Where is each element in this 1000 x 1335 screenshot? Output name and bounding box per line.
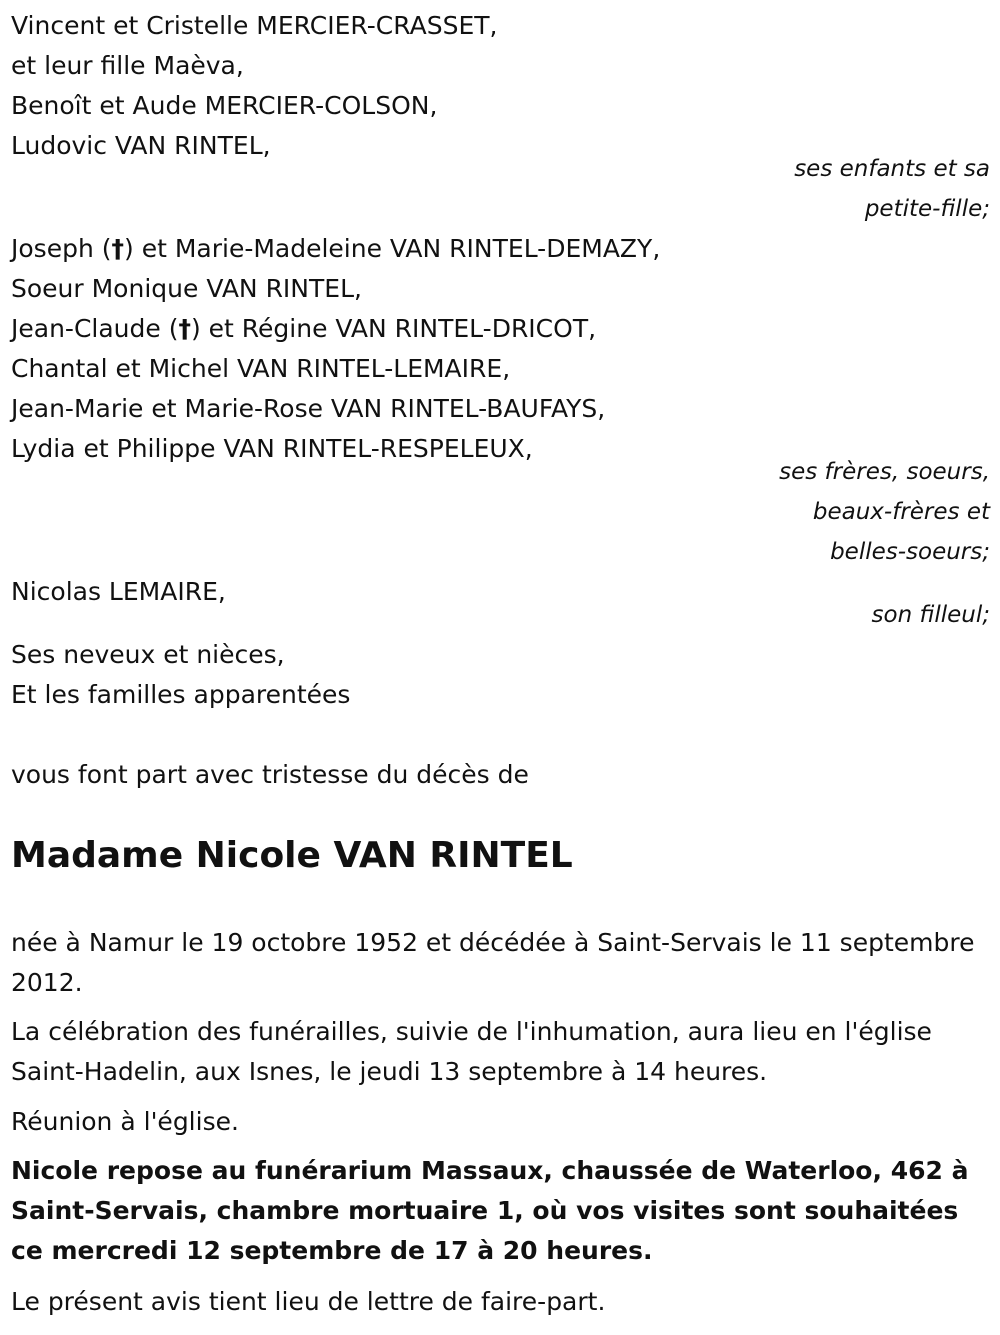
notice-text: Le présent avis tient lieu de lettre de faire-part.	[11, 1287, 606, 1316]
family-name-line: Jean-Marie et Marie-Rose VAN RINTEL-BAUFAYS,	[11, 394, 606, 423]
family-name-line: et leur fille Maèva,	[11, 51, 244, 80]
funeral-text: La célébration des funérailles, suivie de l'inhumation, aura lieu en l'église Saint-Hadelin, aux Isnes, le jeudi 13 septembre à 14 heures.	[11, 1017, 932, 1086]
relationship-label: beaux-frères et	[812, 499, 990, 525]
family-name-line: Vincent et Cristelle MERCIER-CRASSET,	[11, 11, 498, 40]
family-name-line	[11, 229, 660, 269]
relationship-label: petite-fille;	[864, 196, 990, 222]
name-suffix: ) et Régine VAN RINTEL-DRICOT,	[190, 314, 597, 343]
family-name-line: Et les familles apparentées	[11, 680, 351, 709]
family-name-line: Lydia et Philippe VAN RINTEL-RESPELEUX,	[11, 434, 533, 463]
cross-symbol: †	[178, 314, 191, 343]
name-prefix: Joseph (	[11, 234, 112, 263]
family-name-line: Soeur Monique VAN RINTEL,	[11, 274, 362, 303]
family-name-line: Nicolas LEMAIRE,	[11, 577, 226, 606]
relationship-label: belles-soeurs;	[830, 539, 990, 565]
family-name-line: Chantal et Michel VAN RINTEL-LEMAIRE,	[11, 354, 511, 383]
birth-death-text: née à Namur le 19 octobre 1952 et décédée à Saint-Servais le 11 septembre 2012.	[11, 928, 975, 997]
family-name-line	[11, 309, 596, 349]
relationship-label: son filleul;	[871, 602, 990, 628]
deceased-name: Madame Nicole VAN RINTEL	[11, 835, 573, 876]
family-name-line: Benoît et Aude MERCIER-COLSON,	[11, 91, 438, 120]
family-name-line: Ludovic VAN RINTEL,	[11, 131, 271, 160]
meeting-text: Réunion à l'église.	[11, 1107, 239, 1136]
name-suffix: ) et Marie-Madeleine VAN RINTEL-DEMAZY,	[124, 234, 661, 263]
relationship-label: ses enfants et sa	[794, 156, 990, 182]
relationship-label: ses frères, soeurs,	[779, 459, 990, 485]
name-prefix: Jean-Claude (	[11, 314, 179, 343]
family-name-line: Ses neveux et nièces,	[11, 640, 285, 669]
announcement-text: vous font part avec tristesse du décès de	[11, 760, 529, 789]
cross-symbol: †	[111, 234, 124, 263]
visitation-text: Nicole repose au funérarium Massaux, chaussée de Waterloo, 462 à Saint-Servais, chambre mortuaire 1, où vos visites sont souhaitées ce mercredi 12 septembre de 17 à 20 heures.	[11, 1156, 969, 1265]
